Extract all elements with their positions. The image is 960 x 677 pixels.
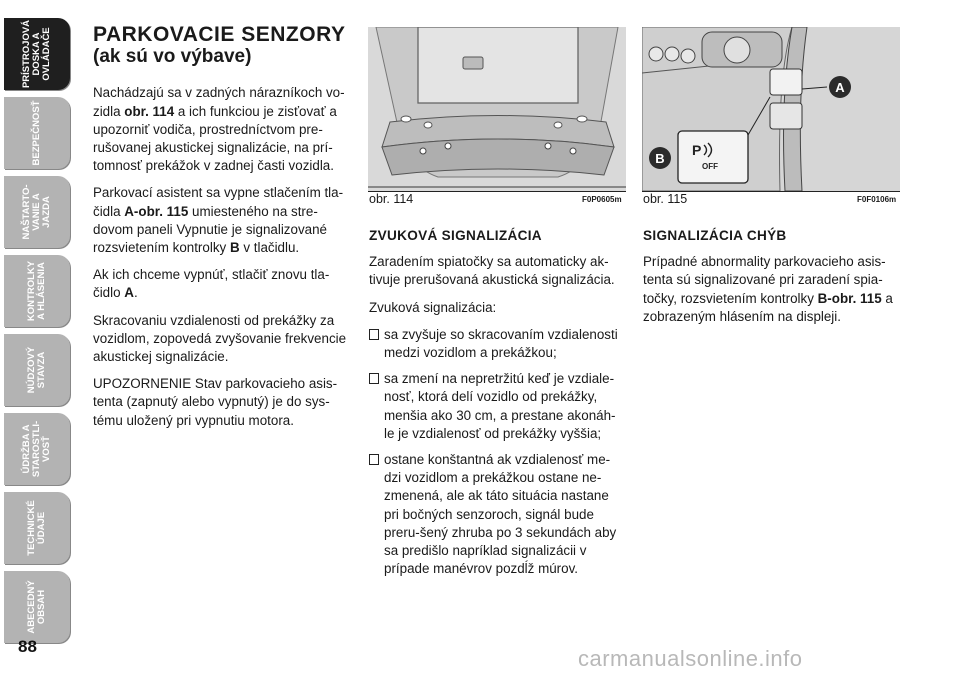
tab-pristrojova-doska[interactable]: PRÍSTROJOVÁ DOSKA A OVLÁDAČE: [4, 18, 70, 90]
paragraph-switch-on: Ak ich chceme vypnúť, stlačiť znovu tla-čidlo A.: [93, 267, 330, 301]
acoustic-list: [369, 326, 625, 579]
tab-nudzovy-stav[interactable]: NÚDZOVÝ STAVZA: [4, 334, 70, 406]
paragraph-acoustic: Zaradením spiatočky sa automaticky ak-tivuje prerušovaná akustická signalizácia.: [369, 254, 615, 288]
checkbox-bullet-icon: [369, 454, 379, 465]
paragraph-intro: Nachádzajú sa v zadných nárazníkoch vo-zidla obr. 114 a ich funkciou je zisťovať a upozorniť vodiča, prostredníctvom pre-rušovanej akustickej signalizácie, na prí-tomnosť prekážok v zadnej časti vozidla.: [93, 85, 345, 174]
page-number: 88: [18, 637, 37, 656]
tab-technicke-udaje[interactable]: TECHNICKÉ ÚDAJE: [4, 492, 70, 564]
figure-code-115: F0F0106m: [857, 195, 897, 204]
watermark: carmanualsonline.info: [578, 646, 803, 671]
right-column: [643, 227, 899, 335]
figure-caption-115: obr. 115: [643, 192, 688, 206]
section-subtitle: (ak sú vo výbave): [93, 46, 252, 68]
paragraph-acoustic-list-intro: Zvuková signalizácia:: [369, 299, 497, 315]
heading-acoustic: ZVUKOVÁ SIGNALIZÁCIA: [369, 228, 542, 243]
left-column: [93, 23, 349, 439]
section-title: PARKOVACIE SENZORY: [93, 23, 346, 46]
figure-rear-bumper: [368, 27, 626, 191]
rear-bumper-illustration: [368, 27, 626, 191]
callout-a-label: A: [835, 80, 845, 95]
tab-udrzba[interactable]: ÚDRŽBA A STAROSTLI- VOSŤ: [4, 413, 70, 485]
checkbox-bullet-icon: [369, 329, 379, 340]
tab-kontrolky[interactable]: KONTROLKY A HLÁSENIA: [4, 255, 70, 327]
paragraph-frequency: Skracovaniu vzdialenosti od prekážky za vozidlom, zopovedá zvyšovanie frekvencie akustickej signalizácie.: [93, 312, 347, 365]
list-item: ostane konštantná ak vzdialenosť me-dzi vozidlom a prekážkou ostane ne-zmenená, ale ak táto situácia nastane pri bočných senzoroch, signál bude preru-šený zhruba po 3 sekundách aby sa predišlo napríklad signalizácii v prípade manévrov pozdĺž múrov.: [369, 451, 625, 578]
button-off-label: OFF: [702, 162, 718, 171]
list-item: sa zmení na nepretržitú keď je vzdiale-nosť, ktorá delí vozidlo od prekážky, menšia ako 30 cm, a prestane akonáh-le je vzdialenosť od prekážky vyššia;: [369, 370, 625, 443]
heading-faults: SIGNALIZÁCIA CHÝB: [643, 228, 787, 243]
callout-b-label: B: [655, 151, 665, 166]
figure-caption-114: obr. 114: [369, 192, 414, 206]
list-item: sa zvyšuje so skracovaním vzdialenosti medzi vozidlom a prekážkou;: [369, 326, 625, 362]
tab-nastartovanie[interactable]: NAŠTARTO- VANIE A JAZDA: [4, 176, 70, 248]
tab-bezpecnost[interactable]: BEZPEČNOSŤ: [4, 97, 70, 169]
paragraph-note: UPOZORNENIE Stav parkovacieho asis-tenta (zapnutý alebo vypnutý) je do sys-tému uložený pri vypnutiu motora.: [93, 376, 338, 428]
figure-dashboard-button: [642, 27, 900, 191]
paragraph-faults: Prípadné abnormality parkovacieho asis-tenta sú signalizované pri zaradení spia-točky, rozsvietením kontrolky B-obr. 115 a zobrazeným hlásením na displeji.: [643, 254, 893, 324]
checkbox-bullet-icon: [369, 373, 379, 384]
tab-abecedny-obsah[interactable]: ABECEDNÝ OBSAH: [4, 571, 70, 643]
middle-column: [369, 227, 625, 586]
dashboard-button-illustration: [642, 27, 900, 191]
svg-text:P: P: [692, 142, 702, 158]
figure-code-114: F0P0605m: [582, 195, 622, 204]
paragraph-switch-off: Parkovací asistent sa vypne stlačením tla-čidla A-obr. 115 umiesteného na stre-dovom paneli Vypnutie je signalizované rozsvietením kontrolky B v tlačidlu.: [93, 185, 344, 256]
